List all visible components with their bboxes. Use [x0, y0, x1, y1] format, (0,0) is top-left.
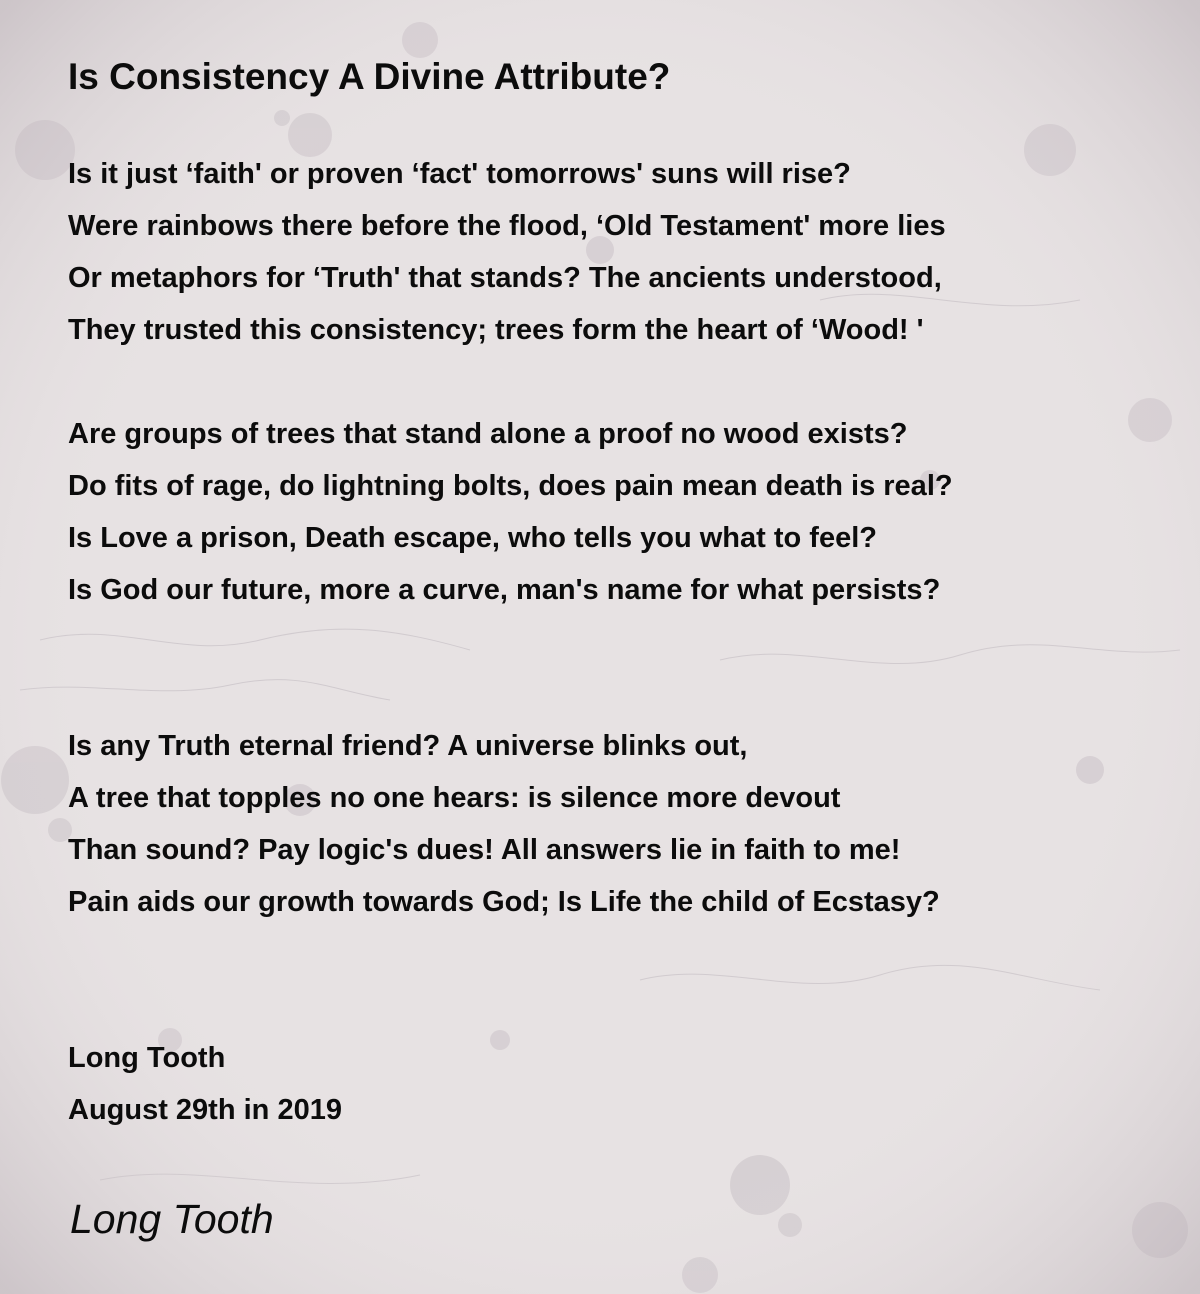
author-name: Long Tooth — [68, 1042, 226, 1074]
poem-line: Pain aids our growth towards God; Is Life the child of Ecstasy? — [68, 886, 940, 918]
poem-line: Is it just ‘faith' or proven ‘fact' tomorrows' suns will rise? — [68, 158, 851, 190]
poem-line: Were rainbows there before the flood, ‘Old Testament' more lies — [68, 210, 946, 242]
poem-line: Than sound? Pay logic's dues! All answers lie in faith to me! — [68, 834, 901, 866]
poem-line: Are groups of trees that stand alone a proof no wood exists? — [68, 418, 908, 450]
author-signature: Long Tooth — [70, 1196, 274, 1242]
poem-line: Or metaphors for ‘Truth' that stands? The ancients understood, — [68, 262, 942, 294]
poem-line: Is any Truth eternal friend? A universe blinks out, — [68, 730, 748, 762]
poem-title: Is Consistency A Divine Attribute? — [68, 56, 671, 97]
poem-line: They trusted this consistency; trees form the heart of ‘Wood! ' — [68, 314, 924, 346]
publish-date: August 29th in 2019 — [68, 1094, 342, 1126]
poem-line: Is God our future, more a curve, man's name for what persists? — [68, 574, 941, 606]
poem-line: Do fits of rage, do lightning bolts, does pain mean death is real? — [68, 470, 953, 502]
poem-line: A tree that topples no one hears: is silence more devout — [68, 782, 841, 814]
poem-line: Is Love a prison, Death escape, who tells you what to feel? — [68, 522, 877, 554]
